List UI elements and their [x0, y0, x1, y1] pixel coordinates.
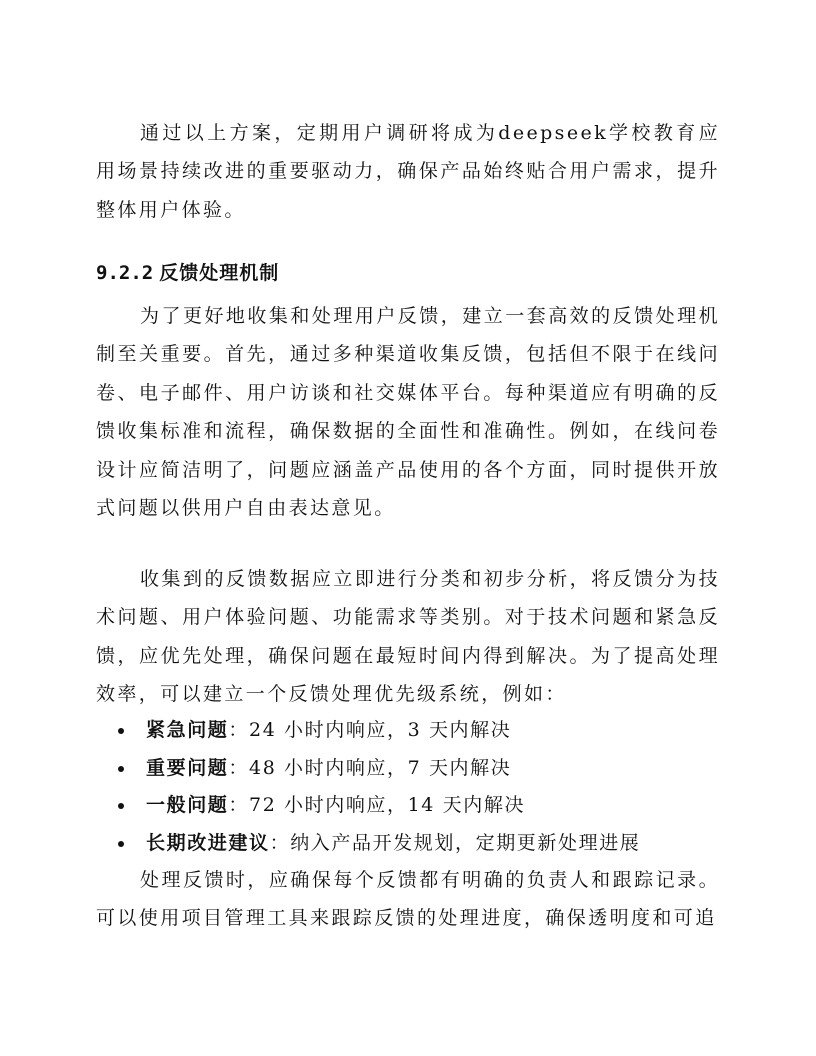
section-heading — [96, 258, 279, 288]
priority-desc: ：48 小时内响应，7 天内解决 — [228, 756, 512, 779]
bullet-icon — [118, 766, 124, 772]
list-item — [118, 787, 640, 825]
priority-desc: ：纳入产品开发规划，定期更新处理进展 — [269, 831, 641, 854]
priority-term: 长期改进建议 — [146, 831, 270, 854]
section-title: 反馈处理机制 — [159, 262, 280, 284]
priority-term: 重要问题 — [146, 756, 229, 779]
bullet-icon — [118, 728, 124, 734]
priority-term: 一般问题 — [146, 794, 229, 816]
list-item — [118, 825, 640, 863]
priority-desc: ：24 小时内响应，3 天内解决 — [228, 719, 512, 741]
section-number: 9.2.2 — [96, 262, 154, 284]
priority-desc: ：72 小时内响应，14 天内解决 — [228, 794, 526, 816]
intro-paragraph: 通过以上方案，定期用户调研将成为deepseek学校教育应用场景持续改进的重要驱动力，确保产品始终贴合用户需求，提升整体用户体验。 — [96, 122, 720, 221]
feedback-channels-paragraph: 为了更好地收集和处理用户反馈，建立一套高效的反馈处理机制至关重要。首先，通过多种渠道收集反馈，包括但不限于在线问卷、电子邮件、用户访谈和社交媒体平台。每种渠道应有明确的反馈收集标准和流程，确保数据的全面性和准确性。例如，在线问卷设计应简洁明了，问题应涵盖产品使用的各个方面，同时提供开放式问题以供用户自由表达意见。 — [96, 305, 720, 520]
feedback-classification-paragraph: 收集到的反馈数据应立即进行分类和初步分析，将反馈分为技术问题、用户体验问题、功能需求等类别。对于技术问题和紧急反馈，应优先处理，确保问题在最短时间内得到解决。为了提高处理效率，可以建立一个反馈处理优先级系统，例如： — [96, 568, 720, 706]
bullet-icon — [118, 803, 124, 809]
list-item — [118, 712, 640, 750]
list-item — [118, 750, 640, 788]
feedback-tracking-paragraph: 处理反馈时，应确保每个反馈都有明确的负责人和跟踪记录。可以使用项目管理工具来跟踪反馈的处理进度，确保透明度和可追 — [96, 869, 720, 930]
bullet-icon — [118, 841, 124, 847]
priority-term: 紧急问题 — [146, 719, 229, 741]
priority-list — [118, 712, 640, 862]
